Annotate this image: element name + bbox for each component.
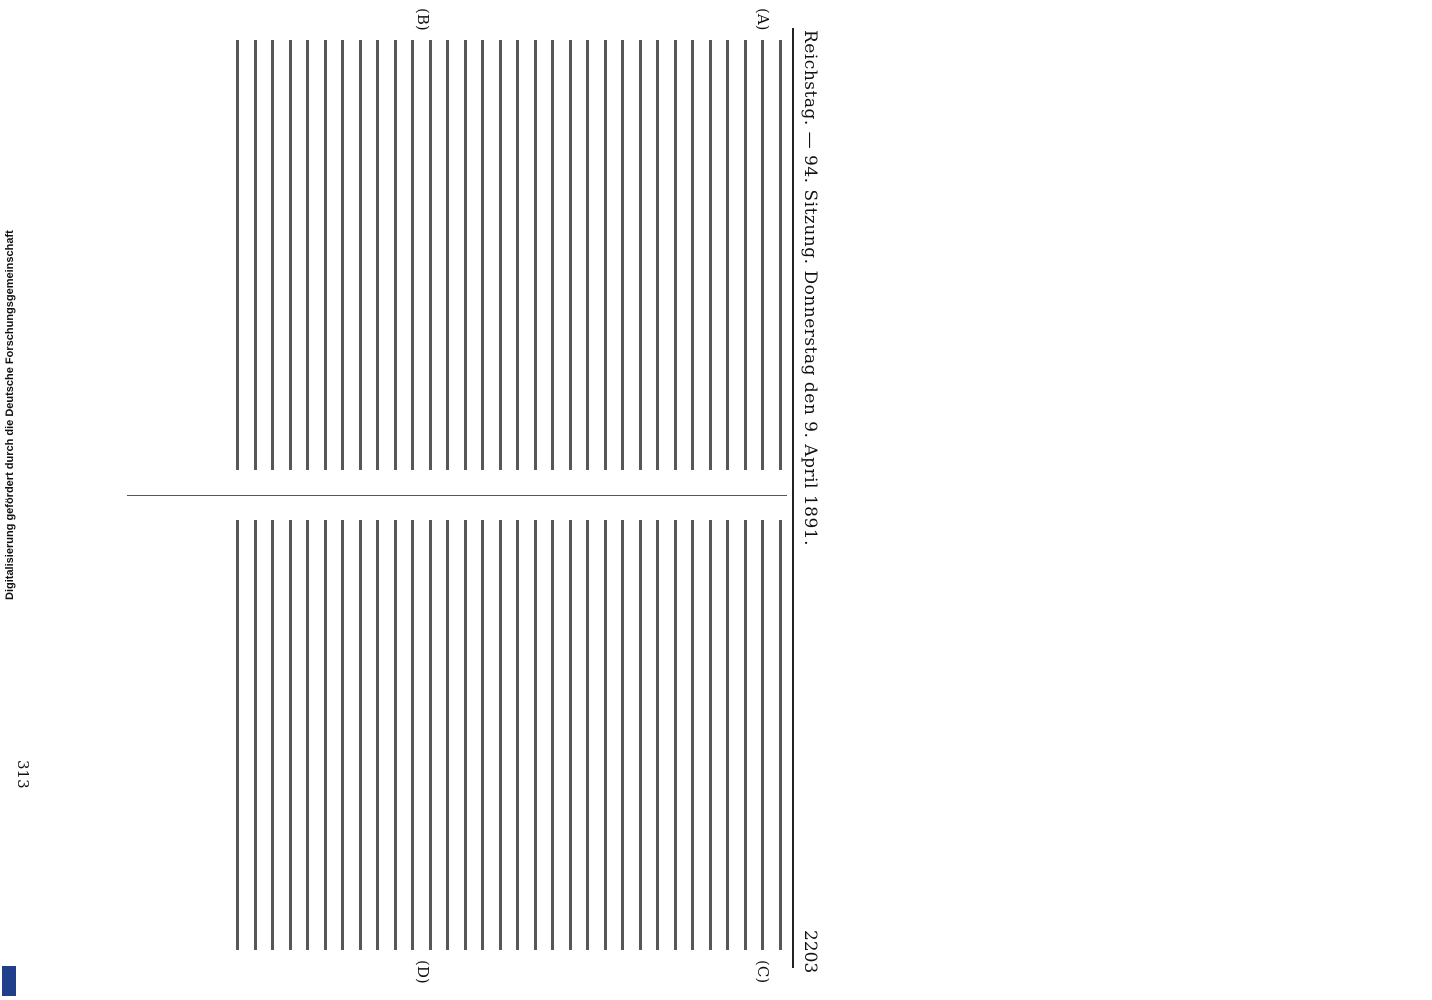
margin-letter-d: (D)	[414, 960, 432, 984]
digitization-credit: Digitalisierung gefördert durch die Deutsche Forschungsgemeinschaft	[4, 230, 16, 600]
margin-letter-a: (A)	[754, 8, 772, 31]
text-column-right	[222, 520, 782, 950]
text-column-left	[222, 40, 782, 470]
page-number: 2203	[800, 930, 820, 974]
margin-letter-b: (B)	[414, 8, 432, 31]
column-divider	[127, 495, 787, 496]
header-rule	[792, 28, 794, 968]
dfg-logo	[2, 966, 16, 996]
margin-letter-c: (C)	[754, 960, 772, 984]
sheet-number: 313	[14, 760, 32, 789]
running-head: Reichstag. — 94. Sitzung. Donnerstag den 9. April 1891.	[800, 30, 820, 547]
